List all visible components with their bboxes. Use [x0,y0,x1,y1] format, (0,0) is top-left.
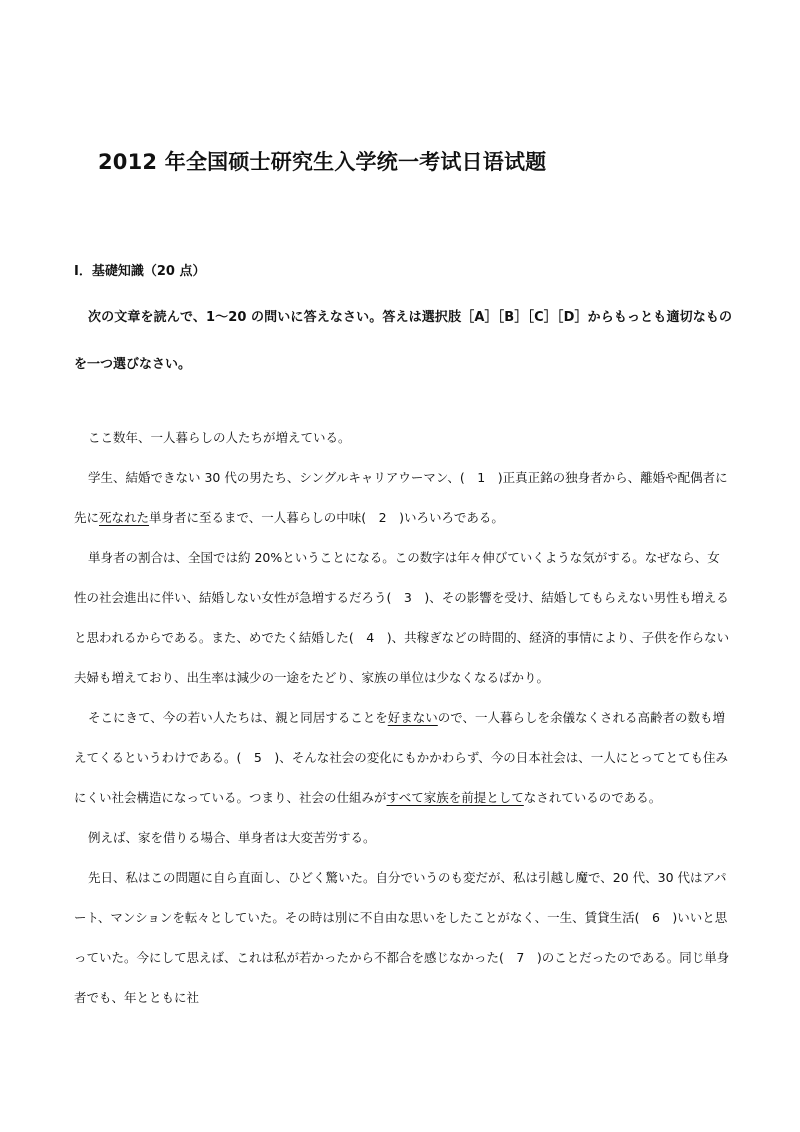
underlined-phrase: 死なれた [99,510,150,525]
underlined-phrase: 好まない [387,710,438,725]
passage-text: なされているのである。 [523,790,662,805]
passage-paragraph-5: 例えば、家を借りる場合、単身者は大変苦労する。 [88,830,376,845]
passage-text: 学生、結婚できない 30 代の男たち、シングルキャリアウーマン、( 1 )正真正銘の独身者から、離婚や配偶者に先に [74,470,728,525]
passage-paragraph-3: 単身者の割合は、全国では約 20%ということになる。この数字は年々伸びていくような気がする。なぜなら、女性の社会進出に伴い、結婚しない女性が急増するだろう( 3 )、その影響を受け、結婚してもらえない男性も増えると思われるからである。また、めでたく結婚した( 4 )、共稼ぎなどの時間的、経済的事情により、子供を作らない夫婦も増えており、出生率は減少の一途をたどり、家族の単位は少なくなるばかり。 [74,550,730,685]
passage-text: 単身者に至るまで、一人暮らしの中味( 2 )いろいろである。 [149,510,504,525]
passage-text: そこにきて、今の若い人たちは、親と同居することを [88,710,388,725]
instruction-text: 次の文章を読んで、1～20 の問いに答えなさい。答えは選択肢［A］［B］［C］［D］からもっとも適切なものを一つ選びなさい。 [74,310,732,372]
reading-passage [74,418,732,1018]
passage-paragraph-4 [74,698,732,818]
section-heading: Ⅰ．基礎知識（20 点） [74,264,206,279]
passage-paragraph-1: ここ数年、一人暮らしの人たちが増えている。 [88,430,351,445]
passage-paragraph-2 [74,458,732,538]
passage-paragraph-6: 先日、私はこの問題に自ら直面し、ひどく驚いた。自分でいうのも変だが、私は引越し魔で、20 代、30 代はアパート、マンションを転々としていた。その時は別に不自由な思いをしたことがなく、一生、賃貸生活( 6 )いいと思っていた。今にして思えば、これは私が若かったから不都合を感じなかった( 7 )のことだったのである。同じ単身者でも、年とともに社 [74,870,730,1005]
passage-text: ので、一人暮らしを余儀なくされる高齢者の数も増えてくるというわけである。( 5 )、そんな社会の変化にもかかわらず、今の日本社会は、一人にとってとても住みにくい社会構造になっている。つまり、社会の仕組みが [74,710,728,805]
underlined-phrase: すべて家族を前提として [386,790,524,805]
page-title: 2012 年全国硕士研究生入学统一考试日语试题 [98,150,547,174]
